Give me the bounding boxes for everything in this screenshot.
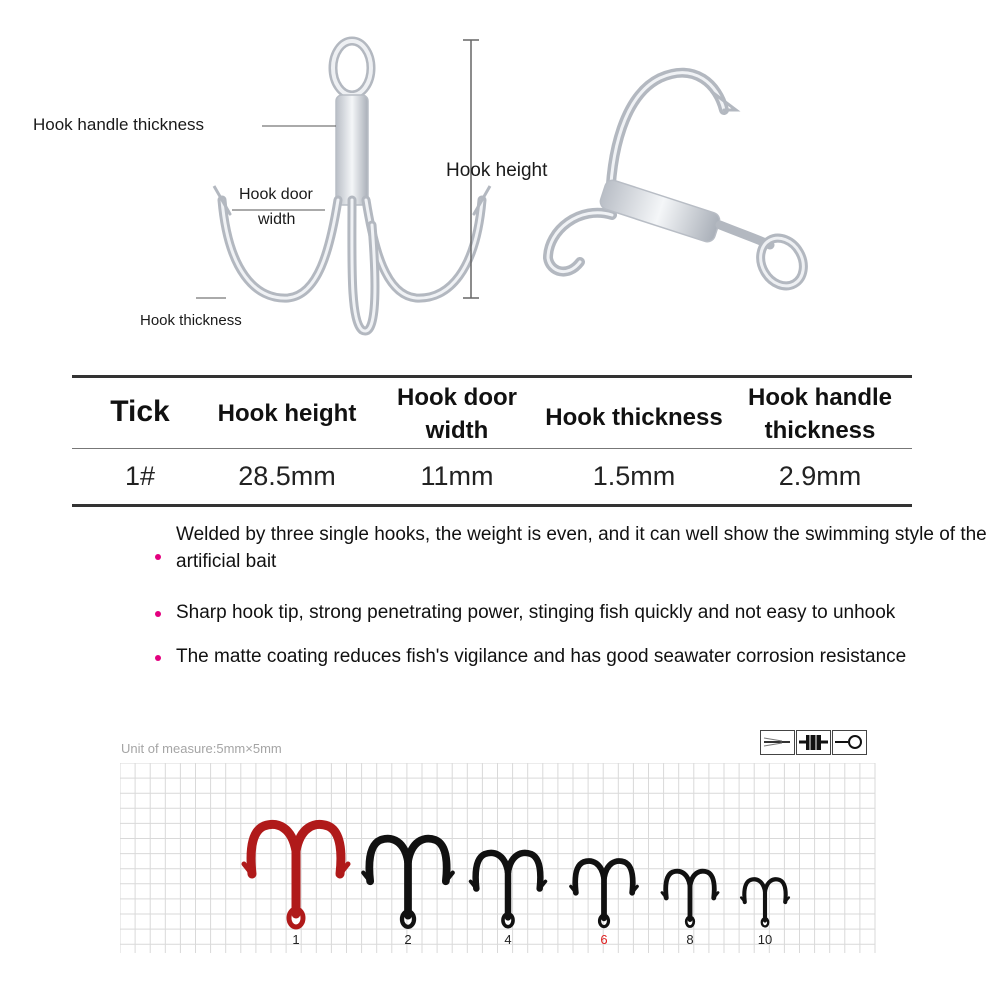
feature-item: Sharp hook tip, strong penetrating power, stinging fish quickly and not easy to unhook	[176, 602, 896, 623]
header-handle-line1: Hook handle	[747, 384, 892, 411]
cell-hook-height: 28.5mm	[238, 461, 336, 491]
eye-ring-icon	[833, 731, 867, 755]
bullet-dot	[155, 554, 161, 560]
size-label: 1	[292, 932, 300, 947]
header-hook-thickness: Hook thickness	[545, 404, 723, 431]
spec-table	[72, 375, 912, 507]
size-hook-10	[741, 879, 789, 926]
hook-stroke	[408, 839, 447, 882]
size-grid	[120, 763, 880, 959]
size-label: 6	[600, 932, 608, 947]
feature-item: The matte coating reduces fish's vigilance and has good seawater corrosion resistance	[176, 646, 907, 667]
header-door-width	[377, 381, 537, 447]
size-label: 10	[757, 932, 773, 947]
bullet-dot	[155, 611, 161, 617]
size-hook-6	[571, 861, 638, 927]
tip-icon	[761, 731, 795, 755]
unit-of-measure: Unit of measure:5mm×5mm	[121, 741, 282, 756]
hook-diagram	[0, 0, 1002, 360]
treble-hook-side-view	[548, 73, 812, 294]
feature-item: Welded by three single hooks, the weight is even, and it can well show the swimming style of the artificial bait	[176, 524, 987, 572]
header-door-line1: Hook door	[397, 384, 517, 411]
hook-parts-icons	[760, 730, 880, 756]
header-door-line2: width	[425, 417, 489, 444]
barrel-icon	[797, 731, 831, 755]
table-rule-mid	[72, 448, 912, 449]
cell-hook-thickness: 1.5mm	[592, 461, 676, 491]
table-rule-top	[72, 375, 912, 378]
table-rule-bot	[72, 504, 912, 507]
header-tick: Tick	[110, 395, 170, 428]
hook-stroke	[251, 824, 296, 874]
cell-door-width: 11mm	[420, 461, 494, 491]
hook-stroke	[666, 871, 690, 898]
size-hook-1	[244, 824, 348, 927]
hook-stroke	[575, 861, 604, 893]
size-hook-4	[471, 853, 546, 927]
label-door-width-2: width	[258, 211, 296, 228]
hook-stroke	[296, 824, 341, 874]
header-handle-line2: thickness	[764, 417, 876, 444]
size-hooks	[244, 824, 789, 927]
header-hook-height: Hook height	[217, 400, 357, 427]
label-door-width-1: Hook door	[239, 186, 313, 203]
size-label: 8	[686, 932, 694, 947]
bullet-dot	[155, 655, 161, 661]
size-label: 4	[504, 932, 512, 947]
label-hook-thickness: Hook thickness	[140, 312, 242, 329]
cell-tick: 1#	[124, 461, 156, 491]
hook-stroke	[369, 839, 408, 882]
cell-handle-thickness: 2.9mm	[778, 461, 862, 491]
hook-stroke	[476, 853, 508, 889]
label-hook-height: Hook height	[446, 160, 548, 181]
size-label: 2	[404, 932, 412, 947]
label-handle-thickness: Hook handle thickness	[33, 115, 205, 134]
header-handle-thickness	[732, 381, 908, 447]
